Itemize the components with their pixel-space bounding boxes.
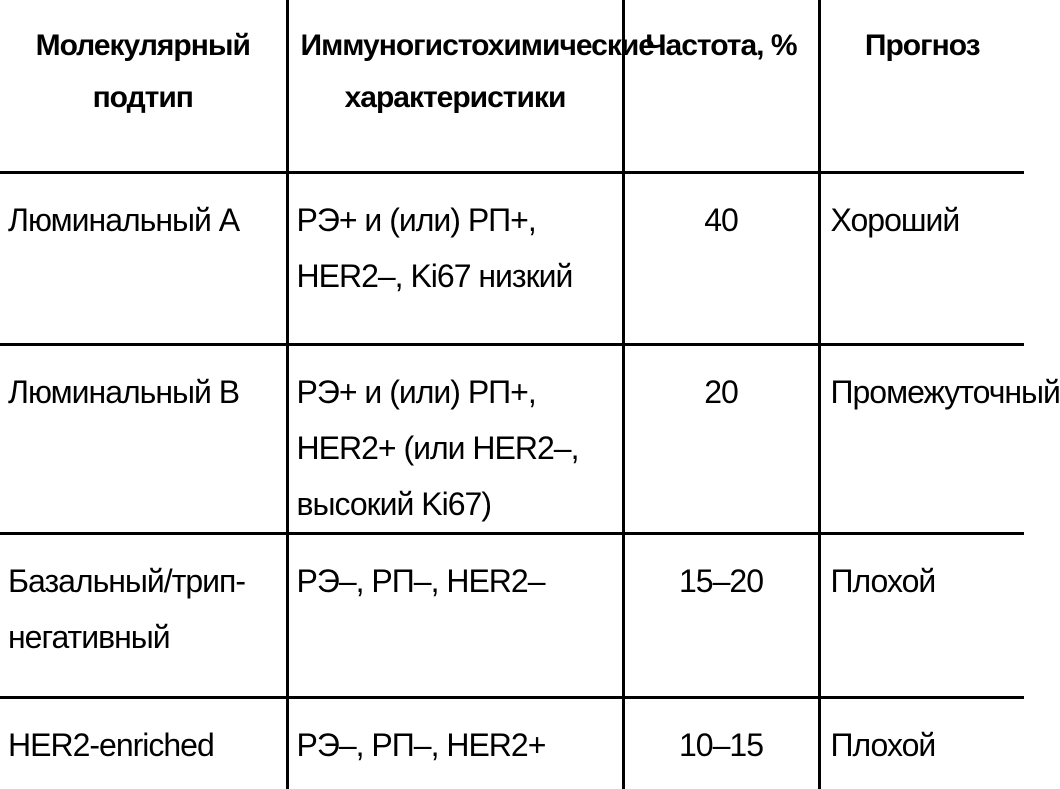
table-row [0, 172, 1024, 344]
cell-subtype: Люминальный В [0, 344, 287, 533]
header-subtype: Молекулярный подтип [0, 0, 287, 172]
header-ihc: Иммуногистохимические характеристики [287, 0, 623, 172]
cell-subtype: Базальный/трип-негативный [0, 533, 287, 697]
header-prognosis: Прогноз [819, 0, 1024, 172]
table-row [0, 697, 1024, 789]
cell-frequency: 20 [623, 344, 819, 533]
cell-frequency: 15–20 [623, 533, 819, 697]
cell-subtype: HER2-enriched [0, 697, 287, 789]
cell-frequency: 10–15 [623, 697, 819, 789]
header-frequency: Частота, % [623, 0, 819, 172]
cell-prognosis: Плохой [819, 533, 1024, 697]
cell-subtype: Люминальный А [0, 172, 287, 344]
table-row [0, 344, 1024, 533]
cell-ihc: РЭ+ и (или) РП+, HER2–, Ki67 низкий [287, 172, 623, 344]
cell-prognosis: Хороший [819, 172, 1024, 344]
cell-prognosis: Промежуточный [819, 344, 1024, 533]
table-row [0, 533, 1024, 697]
cell-ihc: РЭ–, РП–, HER2– [287, 533, 623, 697]
cell-ihc: РЭ–, РП–, HER2+ [287, 697, 623, 789]
table-header-row [0, 0, 1024, 172]
cell-ihc: РЭ+ и (или) РП+, HER2+ (или HER2–, высокий Ki67) [287, 344, 623, 533]
cell-prognosis: Плохой [819, 697, 1024, 789]
cell-frequency: 40 [623, 172, 819, 344]
